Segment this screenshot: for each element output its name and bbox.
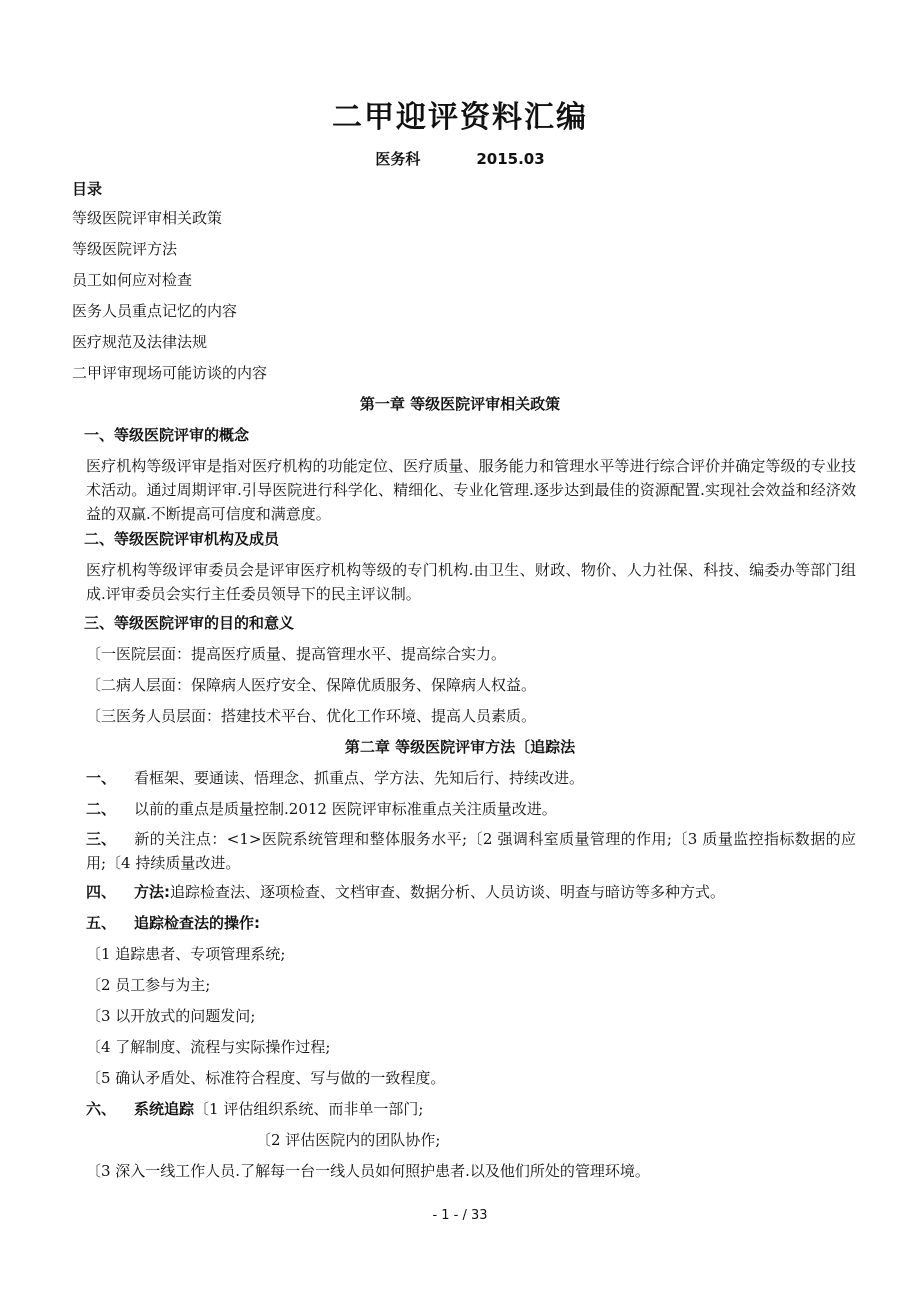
paragraph-text: 新的关注点：<1>医院系统管理和整体服务水平;〔2 强调科室质量管理的作用;〔3 质量监控指标数据的应用;〔4 持续质量改进。 [86,830,856,872]
section-1-title: 一、等级医院评审的概念 [84,426,250,444]
paragraph-number: 一、 [86,769,117,787]
paragraph-label: 追踪检查法的操作: [134,914,260,932]
document-title: 二甲迎评资料汇编 [332,100,588,135]
list-item: 〔2 员工参与为主; [86,976,211,994]
toc-item: 员工如何应对检查 [72,271,193,289]
numbered-paragraph [86,767,584,789]
toc-heading: 目录 [72,180,103,198]
chapter-1-title: 第一章 等级医院评审相关政策 [359,395,561,413]
section-1-body: 医疗机构等级评审是指对医疗机构的功能定位、医疗质量、服务能力和管理水平等进行综合评价并确定等级的专业技术活动。通过周期评审.引导医院进行科学化、精细化、专业化管理.逐步达到最佳的资源配置.实现社会效益和经济效益的双赢.不断提高可信度和满意度。 [86,457,856,523]
section-3-title: 三、等级医院评审的目的和意义 [84,614,295,632]
date-label: 2015.03 [476,150,545,168]
paragraph-number: 六、 [86,1100,117,1118]
numbered-paragraph [86,798,557,820]
list-item: 〔3 以开放式的问题发问; [86,1007,256,1025]
toc-item: 医务人员重点记忆的内容 [72,302,238,320]
list-item: 〔4 了解制度、流程与实际操作过程; [86,1038,331,1056]
paragraph-text: 看框架、要通读、悟理念、抓重点、学方法、先知后行、持续改进。 [134,769,585,787]
list-item: 〔一医院层面：提高医疗质量、提高管理水平、提高综合实力。 [86,645,507,663]
paragraph-number: 五、 [86,914,117,932]
list-item: 〔3 深入一线工作人员.了解每一台一线人员如何照护患者.以及他们所处的管理环境。 [86,1162,650,1180]
toc-item: 二甲评审现场可能访谈的内容 [72,364,268,382]
numbered-paragraph [86,827,856,875]
list-item: 〔二病人层面：保障病人医疗安全、保障优质服务、保障病人权益。 [86,676,537,694]
chapter-2-title: 第二章 等级医院评审方法〔追踪法 [344,738,576,756]
paragraph-text: 以前的重点是质量控制.2012 医院评审标准重点关注质量改进。 [134,800,557,818]
toc-item: 等级医院评审相关政策 [72,209,223,227]
numbered-paragraph [86,912,260,934]
paragraph-number: 三、 [86,830,117,848]
page-number-footer: - 1 - / 33 [432,1208,488,1223]
list-item: 〔三医务人员层面：搭建技术平台、优化工作环境、提高人员素质。 [86,707,537,725]
section-2-body: 医疗机构等级评审委员会是评审医疗机构等级的专门机构.由卫生、财政、物价、人力社保、科技、编委办等部门组成.评审委员会实行主任委员领导下的民主评议制。 [86,561,856,603]
toc-item: 等级医院评方法 [72,240,178,258]
section-2-title: 二、等级医院评审机构及成员 [84,530,280,548]
list-item: 〔1 评估组织系统、而非单一部门; [194,1100,424,1118]
toc-item: 医疗规范及法律法规 [72,333,208,351]
numbered-paragraph [86,1098,423,1120]
department-label: 医务科 [375,150,421,168]
list-item: 〔2 评估医院内的团队协作; [256,1131,441,1149]
paragraph-label: 方法: [134,883,170,901]
numbered-paragraph [86,881,725,903]
paragraph-number: 二、 [86,800,117,818]
list-item: 〔5 确认矛盾处、标准符合程度、写与做的一致程度。 [86,1069,446,1087]
document-subtitle [0,148,920,169]
paragraph-label: 系统追踪 [134,1100,195,1118]
paragraph-number: 四、 [86,883,117,901]
paragraph-text: 追踪检查法、逐项检查、文档审查、数据分析、人员访谈、明查与暗访等多种方式。 [170,883,726,901]
list-item: 〔1 追踪患者、专项管理系统; [86,945,286,963]
